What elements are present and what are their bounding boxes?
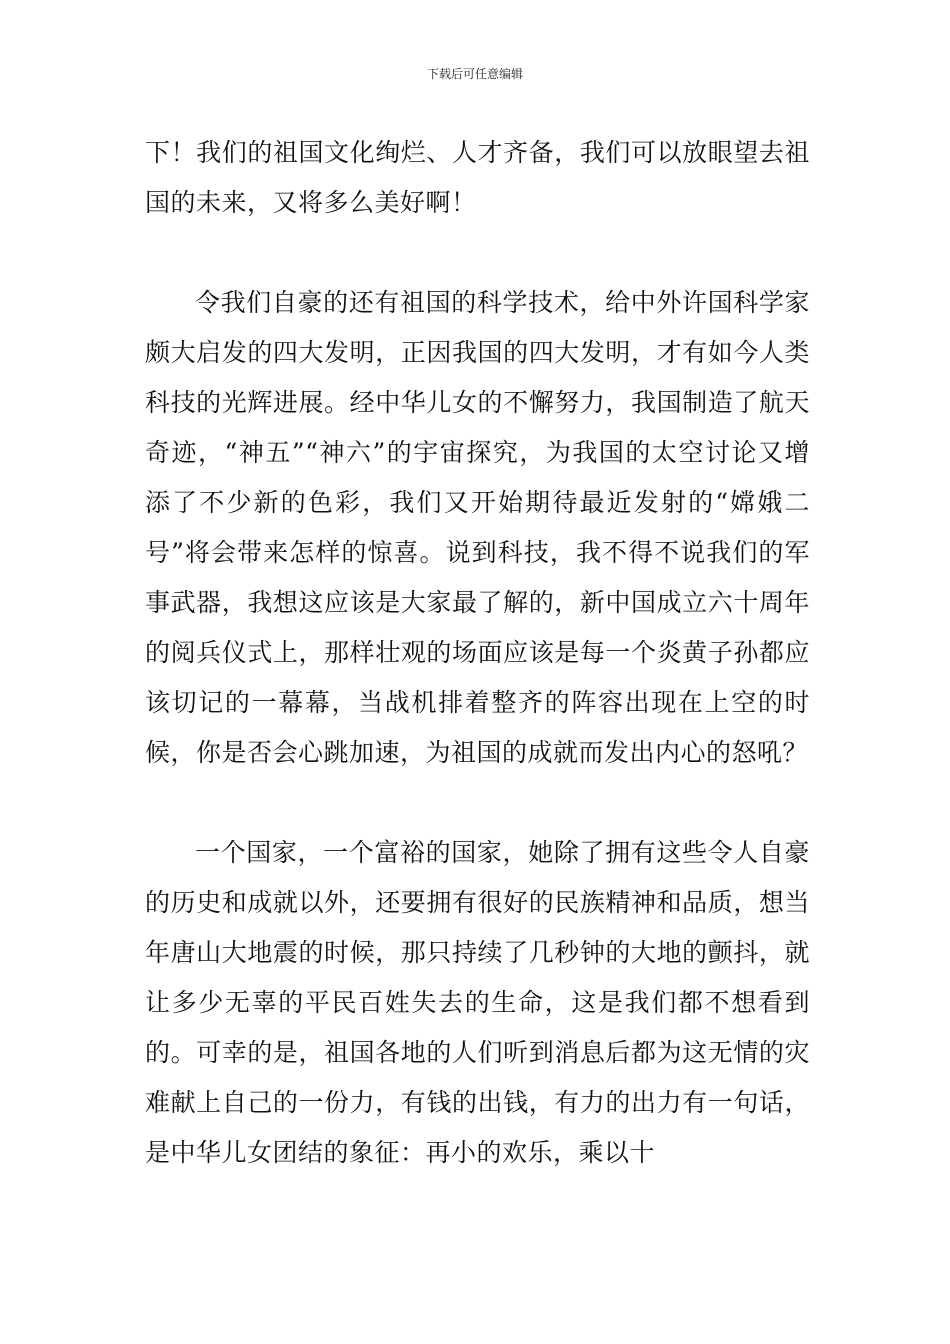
paragraph-2: 令我们自豪的还有祖国的科学技术，给中外许国科学家颇大启发的四大发明，正因我国的四大发明，才有如今人类科技的光辉进展。经中华儿女的不懈努力，我国制造了航天奇迹，“神五”“神六”的宇宙探究，为我国的太空讨论又增添了不少新的色彩，我们又开始期待最近发射的“嫦娥二号”将会带来怎样的惊喜。说到科技，我不得不说我们的军事武器，我想这应该是大家最了解的，新中国成立六十周年的阅兵仪式上，那样壮观的场面应该是每一个炎黄子孙都应该切记的一幕幕，当战机排着整齐的阵容出现在上空的时候，你是否会心跳加速，为祖国的成就而发出内心的怒吼？ [145, 288, 810, 767]
page-header: 下载后可任意编辑 [426, 67, 523, 81]
paragraph-spacer [145, 778, 810, 828]
paragraph-1: 下！我们的祖国文化绚烂、人才齐备，我们可以放眼望去祖国的未来，又将多么美好啊！ [145, 138, 810, 217]
document-body [145, 128, 810, 1178]
paragraph-spacer [145, 228, 810, 278]
paragraph-3: 一个国家，一个富裕的国家，她除了拥有这些令人自豪的历史和成就以外，还要拥有很好的民族精神和品质，想当年唐山大地震的时候，那只持续了几秒钟的大地的颤抖，就让多少无辜的平民百姓失去的生命，这是我们都不想看到的。可幸的是，祖国各地的人们听到消息后都为这无情的灾难献上自己的一份力，有钱的出钱，有力的出力有一句话，是中华儿女团结的象征：再小的欢乐，乘以十 [145, 838, 810, 1167]
